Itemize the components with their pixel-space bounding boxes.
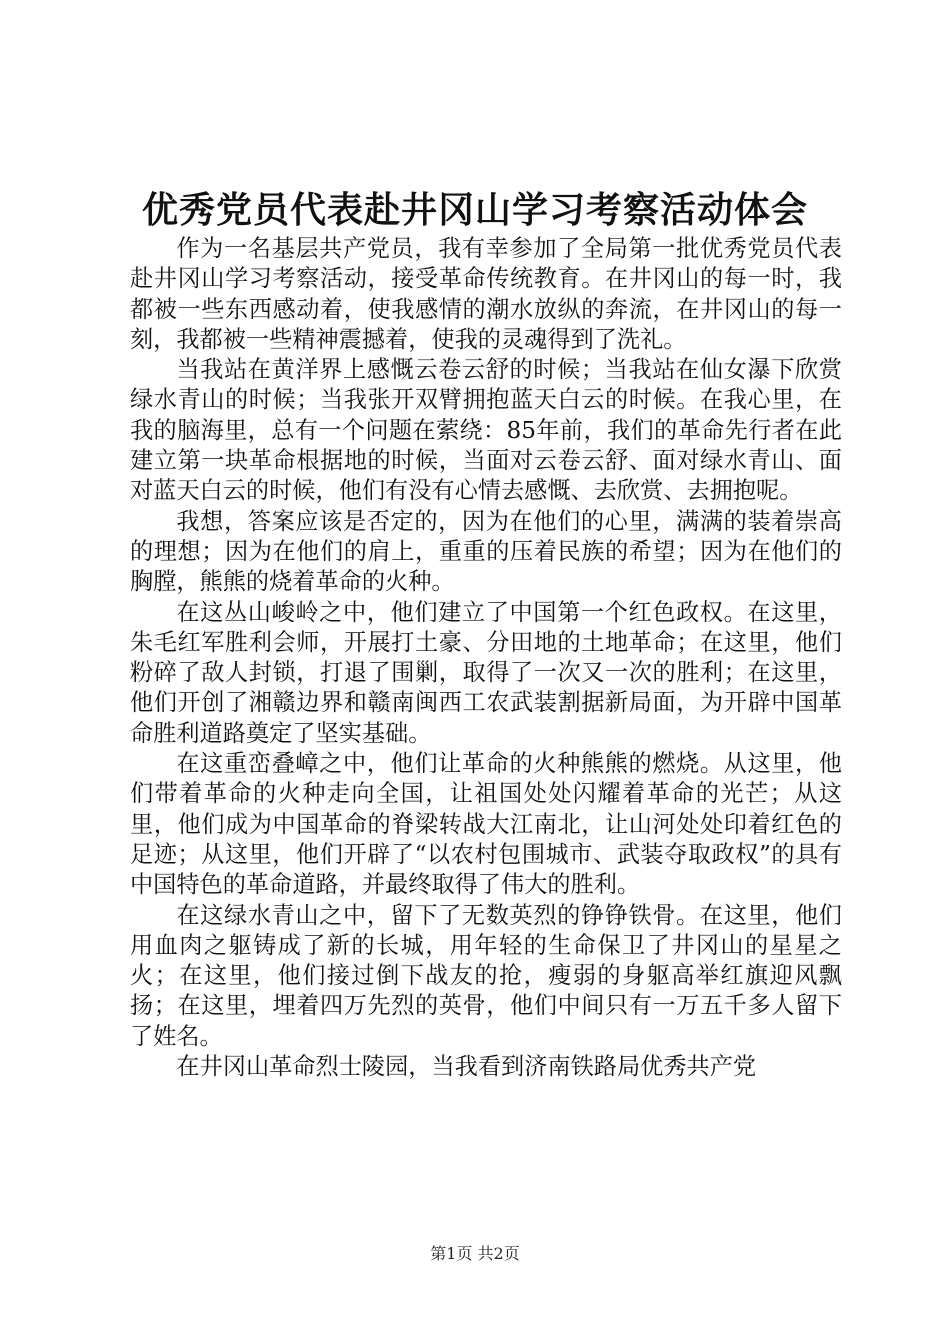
paragraph: 作为一名基层共产党员，我有幸参加了全局第一批优秀党员代表赴井冈山学习考察活动，接受革命传统教育。在井冈山的每一时，我都被一些东西感动着，使我感情的潮水放纵的奔流，在井冈山的每一刻，我都被一些精神震撼着，使我的灵魂得到了洗礼。 — [130, 235, 842, 353]
paragraph: 当我站在黄洋界上感慨云卷云舒的时候；当我站在仙女瀑下欣赏绿水青山的时候；当我张开双臂拥抱蓝天白云的时候。在我心里，在我的脑海里，总有一个问题在萦绕：85年前，我们的革命先行者在此建立第一块革命根据地的时候，当面对云卷云舒、面对绿水青山、面对蓝天白云的时候，他们有没有心情去感慨、去欣赏、去拥抱呢。 — [130, 356, 842, 505]
paragraph: 在这重峦叠嶂之中，他们让革命的火种熊熊的燃烧。从这里，他们带着革命的火种走向全国，让祖国处处闪耀着革命的光芒；从这里，他们成为中国革命的脊梁转战大江南北，让山河处处印着红色的足迹；从这里，他们开辟了“以农村包围城市、武装夺取政权”的具有中国特色的革命道路，并最终取得了伟大的胜利。 — [130, 750, 842, 899]
document-title: 优秀党员代表赴井冈山学习考察活动体会 — [141, 189, 808, 231]
paragraph: 在井冈山革命烈士陵园，当我看到济南铁路局优秀共产党 — [176, 1053, 757, 1081]
document-body — [130, 234, 842, 1082]
paragraph: 在这丛山峻岭之中，他们建立了中国第一个红色政权。在这里，朱毛红军胜利会师，开展打土豪、分田地的土地革命；在这里，他们粉碎了敌人封锁，打退了围剿，取得了一次又一次的胜利；在这里，他们开创了湘赣边界和赣南闽西工农武装割据新局面，为开辟中国革命胜利道路奠定了坚实基础。 — [130, 598, 842, 747]
page-number-footer: 第1页 共2页 — [430, 1244, 520, 1263]
paragraph: 在这绿水青山之中，留下了无数英烈的铮铮铁骨。在这里，他们用血肉之躯铸成了新的长城，用年轻的生命保卫了井冈山的星星之火；在这里，他们接过倒下战友的抢，瘦弱的身躯高举红旗迎风飘扬；在这里，埋着四万先烈的英骨，他们中间只有一万五千多人留下了姓名。 — [130, 901, 842, 1050]
paragraph: 我想，答案应该是否定的，因为在他们的心里，满满的装着崇高的理想；因为在他们的肩上，重重的压着民族的希望；因为在他们的胸膛，熊熊的烧着革命的火种。 — [130, 507, 842, 596]
